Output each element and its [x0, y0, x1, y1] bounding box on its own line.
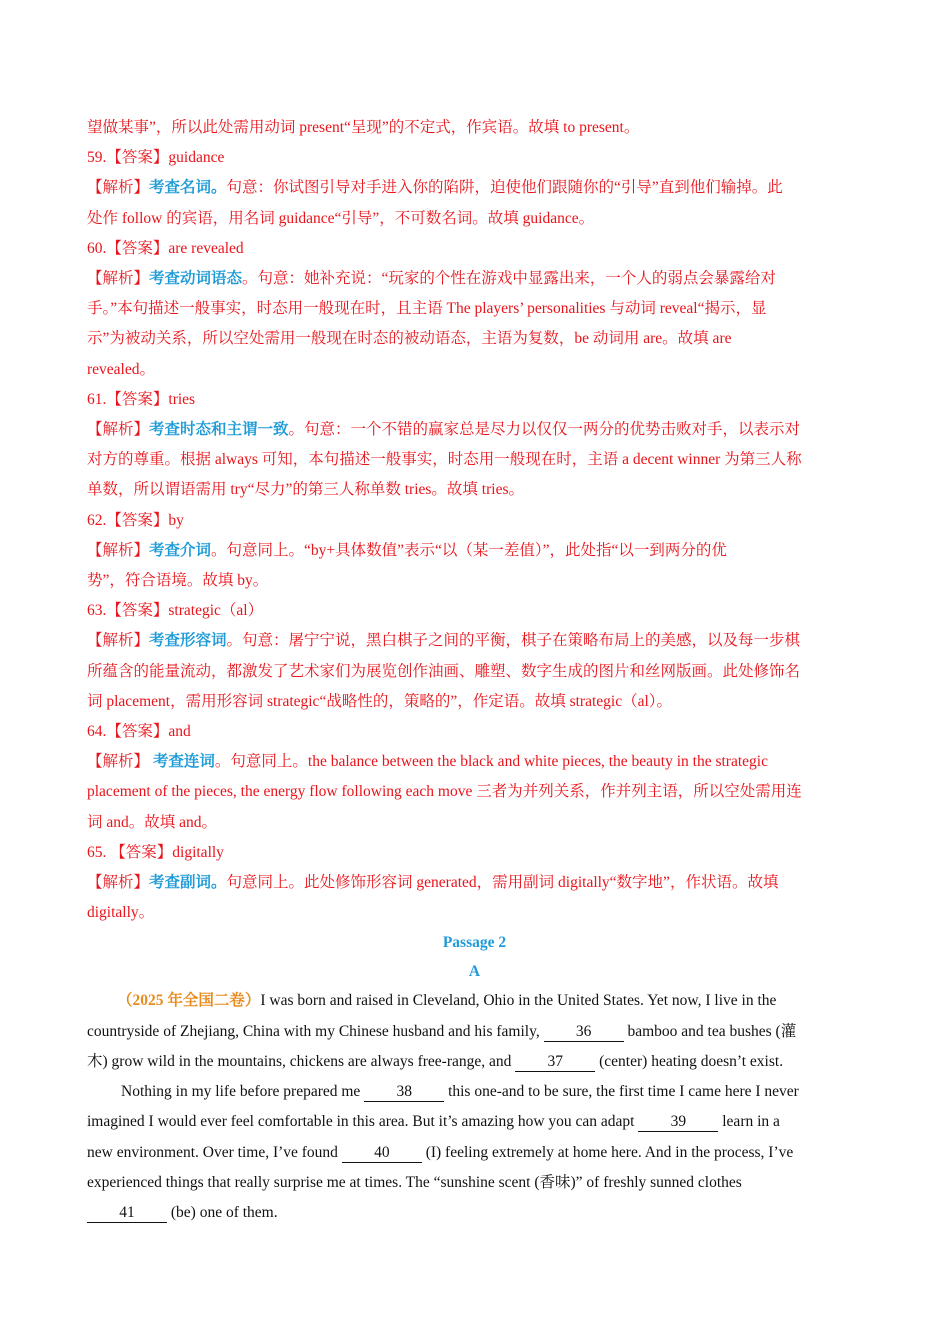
analysis-60-line-4: revealed。 — [87, 360, 155, 378]
analysis-62-line-2: 势”，符合语境。故填 by。 — [87, 572, 269, 590]
analysis-63-line-3: 词 placement，需用形容词 strategic“战略性的，策略的”，作定语。故填 strategic（al）。 — [87, 692, 673, 710]
passage-p1-line-2: countryside of Zhejiang, China with my Chinese husband and his family, 36 bamboo and tea bushes (灌 — [87, 1022, 797, 1040]
passage-title: Passage 2 — [442, 934, 507, 952]
analysis-63-category: 考查形容词 — [149, 632, 227, 650]
blank-36[interactable]: 36 — [544, 1023, 624, 1042]
answer-60-header: 60.【答案】are revealed — [87, 239, 244, 257]
passage-p1-line-1: （2025 年全国二卷）I was born and raised in Cleveland, Ohio in the United States. Yet now, I live in the — [117, 992, 777, 1010]
analysis-64-line-2: placement of the pieces, the energy flow following each move 三者为并列关系，作并列主语，所以空处需用连 — [87, 783, 802, 801]
blank-40[interactable]: 40 — [342, 1144, 422, 1163]
answer-61-header: 61.【答案】tries — [87, 390, 196, 408]
answer-62-header: 62.【答案】by — [87, 511, 184, 529]
answer-59-header: 59.【答案】guidance — [87, 149, 225, 167]
passage-p2-line-5: 41 (be) one of them. — [87, 1198, 862, 1228]
analysis-64-line-1: 【解析】 考查连词。句意同上。the balance between the black and white pieces, the beauty in the strategic — [87, 753, 768, 771]
analysis-64-category: 考查连词 — [152, 753, 215, 771]
analysis-62-line-1: 【解析】考查介词。句意同上。“by+具体数值”表示“以（某一差值）”，此处指“以一到两分的优 — [87, 541, 727, 559]
analysis-60-category: 考查动词语态 — [149, 270, 243, 288]
passage-p2-line-1: Nothing in my life before prepared me 38 this one-and to be sure, the first time I came here I never — [121, 1083, 799, 1101]
passage-p2-line-4: experienced things that really surprise me at times. The “sunshine scent (香味)” of freshly sunned clothes — [87, 1173, 742, 1191]
analysis-61-line-2: 对方的尊重。根据 always 可知，本句描述一般事实，时态用一般现在时，主语 a decent winner 为第三人称 — [87, 451, 802, 469]
analysis-64-line-3: 词 and。故填 and。 — [87, 813, 218, 831]
analysis-65-line-2: digitally。 — [87, 904, 155, 922]
answer-63-header: 63.【答案】strategic（al） — [87, 602, 264, 620]
analysis-65-category: 考查副词。 — [149, 874, 227, 892]
passage-p2-line-3: new environment. Over time, I’ve found 40 (I) feeling extremely at home here. And in the process, I’ve — [87, 1143, 794, 1161]
analysis-62-category: 考查介词 — [149, 541, 212, 559]
blank-39[interactable]: 39 — [638, 1113, 718, 1132]
answer-64-header: 64.【答案】and — [87, 723, 191, 741]
section-title: A — [468, 963, 481, 981]
source-label: （2025 年全国二卷） — [117, 992, 261, 1010]
blank-41[interactable]: 41 — [87, 1204, 167, 1223]
passage-p2-line-2: imagined I would ever feel comfortable in this area. But it’s amazing how you can adapt 39 learn in a — [87, 1113, 780, 1131]
blank-37[interactable]: 37 — [515, 1053, 595, 1072]
analysis-60-line-3: 示”为被动关系，所以空处需用一般现在时态的被动语态，主语为复数，be 动词用 are。故填 are — [87, 330, 732, 348]
analysis-59-line-1: 【解析】考查名词。句意：你试图引导对手进入你的陷阱，迫使他们跟随你的“引导”直到他们输掉。此 — [87, 179, 783, 197]
passage-p1-line-3: 木) grow wild in the mountains, chickens are always free-range, and 37 (center) heating doesn’t exist. — [87, 1052, 784, 1070]
analysis-60-line-1: 【解析】考查动词语态。句意：她补充说：“玩家的个性在游戏中显露出来，一个人的弱点会暴露给对 — [87, 270, 776, 288]
answer-65-header: 65. 【答案】digitally — [87, 843, 224, 861]
analysis-61-category: 考查时态和主谓一致 — [149, 421, 289, 439]
blank-38[interactable]: 38 — [364, 1083, 444, 1102]
analysis-60-line-2: 手。”本句描述一般事实，时态用一般现在时，且主语 The players’ personalities 与动词 reveal“揭示，显 — [87, 300, 767, 318]
analysis-63-line-2: 所蕴含的能量流动，都激发了艺术家们为展览创作油画、雕塑、数字生成的图片和丝网版画。此处修饰名 — [87, 662, 801, 680]
analysis-63-line-1: 【解析】考查形容词。句意：屠宁宁说，黑白棋子之间的平衡，棋子在策略布局上的美感，以及每一步棋 — [87, 632, 801, 650]
answer-58-continuation: 望做某事”，所以此处需用动词 present“呈现”的不定式，作宾语。故填 to present。 — [87, 119, 640, 136]
analysis-61-line-3: 单数，所以谓语需用 try“尽力”的第三人称单数 tries。故填 tries。 — [87, 481, 524, 499]
analysis-59-line-2: 处作 follow 的宾语，用名词 guidance“引导”，不可数名词。故填 guidance。 — [87, 209, 595, 227]
analysis-61-line-1: 【解析】考查时态和主谓一致。句意：一个不错的赢家总是尽力以仅仅一两分的优势击败对手，以表示对 — [87, 421, 801, 439]
document-page — [87, 113, 862, 1228]
analysis-65-line-1: 【解析】考查副词。句意同上。此处修饰形容词 generated，需用副词 digitally“数字地”，作状语。故填 — [87, 874, 779, 892]
analysis-59-category: 考查名词。 — [149, 179, 227, 197]
